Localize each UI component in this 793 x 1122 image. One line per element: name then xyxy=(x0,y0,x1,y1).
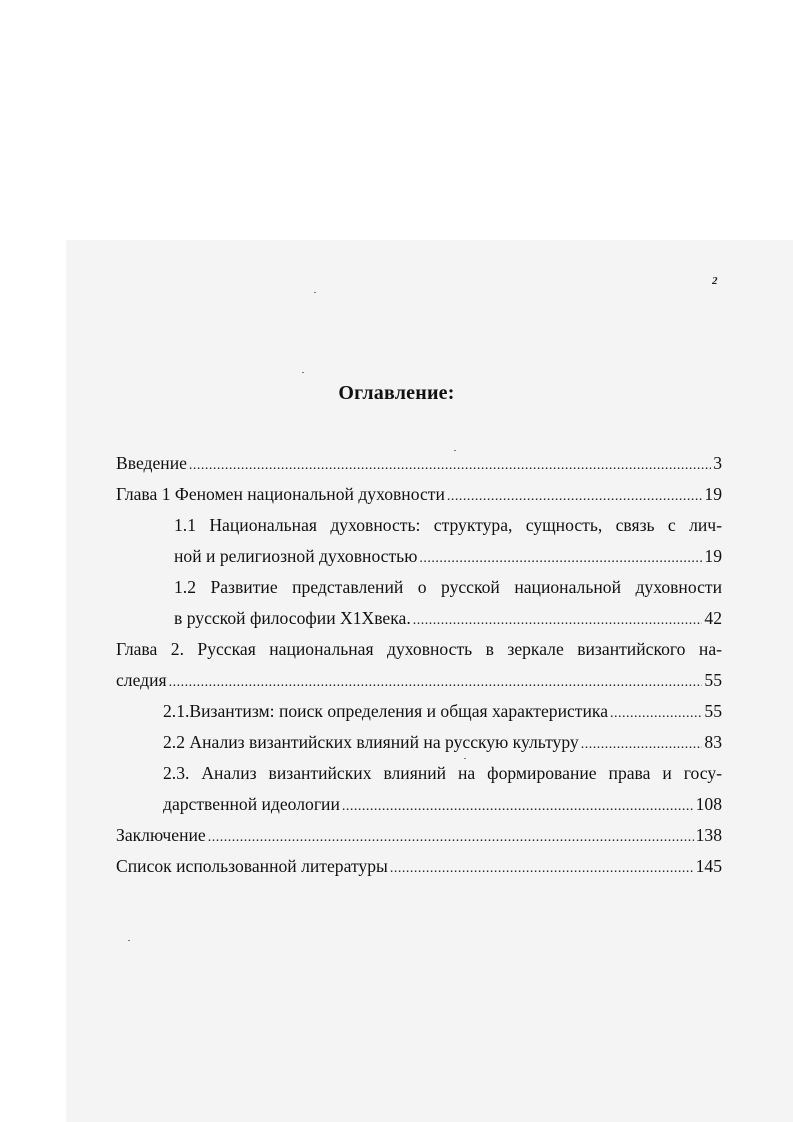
dot-leader xyxy=(390,853,694,884)
toc-entry-text: ной и религиозной духовностью xyxy=(174,546,418,566)
dot-leader xyxy=(610,698,702,729)
dot-leader xyxy=(342,791,694,822)
toc-entry-conclusion[interactable] xyxy=(116,820,722,851)
dot-leader xyxy=(169,667,703,698)
toc-entry-text: следия xyxy=(116,670,167,690)
toc-entry-section-1-1[interactable] xyxy=(116,541,722,572)
toc-entry-section-2-1[interactable] xyxy=(116,696,722,727)
toc-entry-page: 55 xyxy=(704,670,722,690)
page-title: Оглавление: xyxy=(338,382,455,404)
dot-leader xyxy=(581,729,703,760)
toc-entry-section-1-2[interactable] xyxy=(116,603,722,634)
dot-leader xyxy=(413,605,703,636)
toc-entry-page: 138 xyxy=(695,825,722,845)
dot-leader xyxy=(189,450,711,481)
toc-entry-section-2-3[interactable] xyxy=(116,789,722,820)
toc-entry-page: 19 xyxy=(704,484,722,504)
dot-leader xyxy=(419,543,702,574)
toc-entry-page: 108 xyxy=(695,794,722,814)
scan-speck xyxy=(302,372,304,373)
toc-entry-bibliography[interactable] xyxy=(116,851,722,882)
dot-leader xyxy=(447,481,703,512)
toc-entry-page: 55 xyxy=(704,701,722,721)
toc-entry-text: Введение xyxy=(116,453,187,473)
toc-entry-text: 2.2 Анализ византийских влияний на русскую культуру xyxy=(163,732,579,752)
toc-entry-page: 19 xyxy=(704,546,722,566)
toc-entry-text: Заключение xyxy=(116,825,206,845)
toc-entry-section-2-2[interactable] xyxy=(116,727,722,758)
toc-entry-introduction[interactable] xyxy=(116,448,722,479)
table-of-contents xyxy=(116,448,722,882)
toc-entry-section-1-2-line1[interactable]: 1.2 Развитие представлений о русской национальной духовности xyxy=(174,577,722,597)
scan-speck xyxy=(128,940,130,941)
toc-entry-text: Глава 1 Феномен национальной духовности xyxy=(116,484,445,504)
toc-entry-text: 2.1.Византизм: поиск определения и общая характеристика xyxy=(163,701,608,721)
toc-entry-text: Список использованной литературы xyxy=(116,856,388,876)
scan-speck xyxy=(314,292,316,293)
toc-entry-section-1-1-line1[interactable]: 1.1 Национальная духовность: структура, сущность, связь с лич- xyxy=(174,515,722,535)
toc-entry-page: 42 xyxy=(704,608,722,628)
toc-entry-page: 83 xyxy=(704,732,722,752)
page-number: 2 xyxy=(712,275,718,287)
toc-entry-text: дарственной идеологии xyxy=(163,794,340,814)
dot-leader xyxy=(208,822,694,853)
toc-entry-page: 3 xyxy=(713,453,722,473)
toc-entry-page: 145 xyxy=(695,856,722,876)
toc-entry-chapter-1[interactable] xyxy=(116,479,722,510)
toc-entry-chapter-2[interactable] xyxy=(116,665,722,696)
toc-entry-section-2-3-line1[interactable]: 2.3. Анализ византийских влияний на формирование права и госу- xyxy=(163,763,722,783)
toc-entry-chapter-2-line1[interactable]: Глава 2. Русская национальная духовность в зеркале византийского на- xyxy=(116,639,722,659)
toc-entry-text: в русской философии Х1Хвека. xyxy=(174,608,411,628)
